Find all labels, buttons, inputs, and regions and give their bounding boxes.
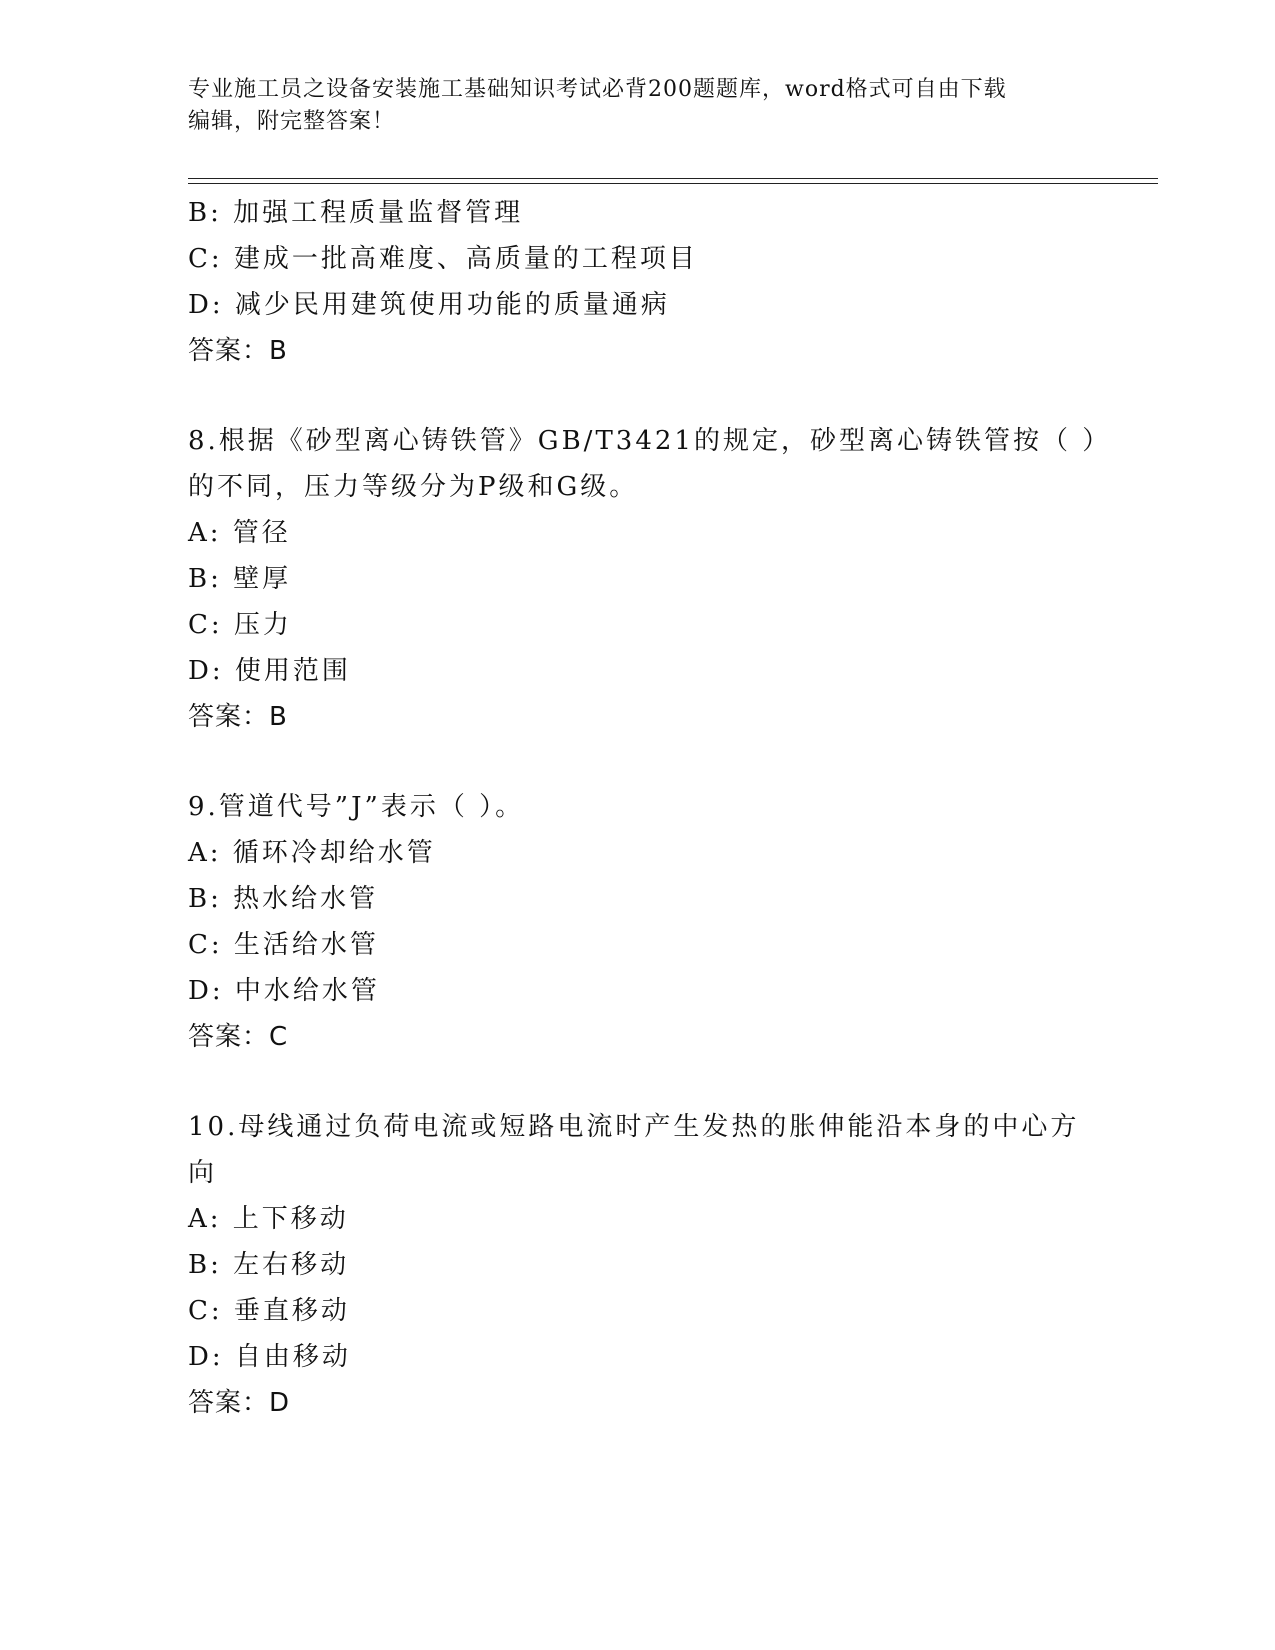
option-a: A: 管径 — [188, 518, 291, 548]
question-10 — [188, 1104, 1148, 1426]
question-stem-line-1: 10.母线通过负荷电流或短路电流时产生发热的胀伸能沿本身的中心方 — [188, 1112, 1080, 1142]
document-header — [188, 74, 1088, 138]
question-stem-line-1: 9.管道代号”J”表示（ ）。 — [188, 792, 525, 822]
option-c: C: 垂直移动 — [188, 1296, 350, 1326]
option-b: B: 加强工程质量监督管理 — [188, 198, 524, 228]
spacer — [188, 740, 1148, 784]
option-c: C: 生活给水管 — [188, 930, 379, 960]
option-a: A: 循环冷却给水管 — [188, 838, 436, 868]
header-title-line-1: 专业施工员之设备安装施工基础知识考试必背200题题库，word格式可自由下载 — [188, 77, 1007, 102]
answer: 答案：C — [188, 1022, 289, 1052]
question-stem-line-1: 8.根据《砂型离心铸铁管》GB/T3421的规定，砂型离心铸铁管按（ ） — [188, 426, 1112, 456]
header-divider-top — [188, 178, 1158, 179]
option-b: B: 热水给水管 — [188, 884, 379, 914]
option-d: D: 自由移动 — [188, 1342, 351, 1372]
header-title-line-2: 编辑，附完整答案！ — [188, 109, 396, 134]
question-list — [188, 190, 1148, 1426]
question-stem-line-2: 向 — [188, 1158, 218, 1188]
option-c: C: 建成一批高难度、高质量的工程项目 — [188, 244, 698, 274]
option-d: D: 减少民用建筑使用功能的质量通病 — [188, 290, 670, 320]
answer: 答案：B — [188, 336, 288, 366]
question-9 — [188, 784, 1148, 1060]
spacer — [188, 1060, 1148, 1104]
option-b: B: 左右移动 — [188, 1250, 350, 1280]
option-d: D: 使用范围 — [188, 656, 351, 686]
answer: 答案：D — [188, 1388, 291, 1418]
option-d: D: 中水给水管 — [188, 976, 380, 1006]
spacer — [188, 374, 1148, 418]
option-a: A: 上下移动 — [188, 1204, 349, 1234]
option-c: C: 压力 — [188, 610, 292, 640]
question-8 — [188, 418, 1148, 740]
question-stem-line-2: 的不同，压力等级分为P级和G级。 — [188, 472, 639, 502]
answer: 答案：B — [188, 702, 288, 732]
question-7 — [188, 190, 1148, 374]
option-b: B: 壁厚 — [188, 564, 292, 594]
header-divider-bottom — [188, 183, 1158, 184]
